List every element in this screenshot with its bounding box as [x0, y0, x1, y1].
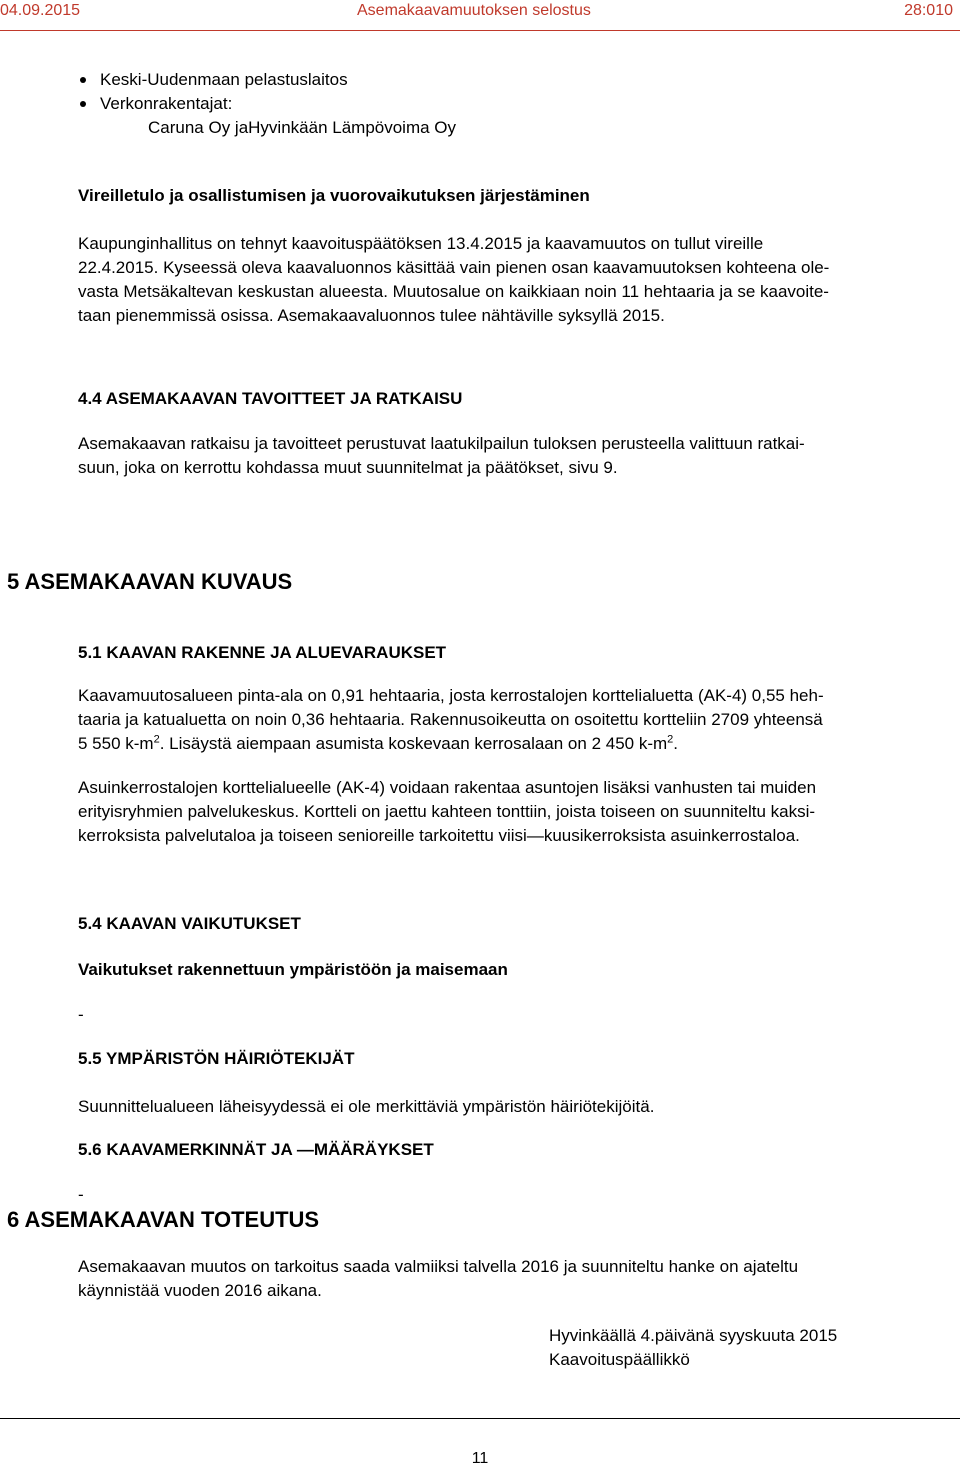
text-line: taaria ja katualuetta on noin 0,36 hehtaaria. Rakennusoikeutta on osoitettu kortteliin 2709 yhteensä [78, 710, 823, 729]
text-line [78, 732, 940, 756]
placeholder-dash: - [78, 1005, 84, 1024]
list-item-continuation: Caruna Oy jaHyvinkään Lämpövoima Oy [148, 118, 457, 137]
text-line: Kaavamuutosalueen pinta-ala on 0,91 hehtaaria, josta kerrostalojen korttelialuetta (AK-4) 0,55 heh- [78, 686, 824, 705]
text-line: Asemakaavan muutos on tarkoitus saada valmiiksi talvella 2016 ja suunniteltu hanke on ajateltu [78, 1257, 799, 1276]
text-line: suun, joka on kerrottu kohdassa muut suunnitelmat ja päätökset, sivu 9. [78, 458, 618, 477]
text-fragment: . Lisäystä aiempaan asumista koskevaan kerrosalaan on 2 450 k-m [159, 734, 668, 753]
section-heading-vireilletulo: Vireilletulo ja osallistumisen ja vuorovaikutuksen järjestäminen [78, 186, 590, 205]
chapter-heading-5: 5 ASEMAKAAVAN KUVAUS [7, 569, 293, 594]
stakeholder-list [78, 68, 940, 116]
section-heading-5-4: 5.4 KAAVAN VAIKUTUKSET [78, 914, 301, 933]
text-line: taan pienemmissä osissa. Asemakaavaluonnos tulee nähtäville syksyllä 2015. [78, 306, 665, 325]
text-line: kerroksista palvelutaloa ja toiseen senioreille tarkoitettu viisi—kuusikerroksista asuinkerrostaloa. [78, 826, 800, 845]
paragraph-5-5: Suunnittelualueen läheisyydessä ei ole merkittäviä ympäristön häiriötekijöitä. [78, 1097, 655, 1116]
section-heading-5-6: 5.6 KAAVAMERKINNÄT JA —MÄÄRÄYKSET [78, 1140, 434, 1159]
text-fragment: 5 550 k-m [78, 734, 154, 753]
header-title: Asemakaavamuutoksen selostus [357, 2, 591, 19]
signature-place-date: Hyvinkäällä 4.päivänä syyskuuta 2015 [549, 1326, 838, 1345]
header-doc-number: 28:010 [904, 2, 953, 19]
paragraph-5-1-block [78, 776, 940, 848]
text-line: käynnistää vuoden 2016 aikana. [78, 1281, 322, 1300]
text-line: Asuinkerrostalojen korttelialueelle (AK-4) voidaan rakentaa asuntojen lisäksi vanhusten tai muiden [78, 778, 817, 797]
signature-title: Kaavoituspäällikkö [549, 1350, 690, 1369]
list-item: Keski-Uudenmaan pelastuslaitos [78, 68, 940, 92]
header-divider [0, 30, 960, 31]
text-line: vasta Metsäkaltevan keskustan alueesta. Muutosalue on kaikkiaan noin 11 hehtaaria ja se kaavoite- [78, 282, 829, 301]
paragraph-vireilletulo [78, 232, 940, 328]
subheading-impacts: Vaikutukset rakennettuun ympäristöön ja maisemaan [78, 960, 508, 979]
text-line: erityisryhmien palvelukeskus. Kortteli on jaettu kahteen tonttiin, joista toiseen on suunniteltu kaksi- [78, 802, 816, 821]
text-line: 22.4.2015. Kyseessä oleva kaavaluonnos käsittää vain pienen osan kaavamuutoksen kohteena ole- [78, 258, 830, 277]
section-heading-5-5: 5.5 YMPÄRISTÖN HÄIRIÖTEKIJÄT [78, 1049, 355, 1068]
page-number: 11 [471, 1450, 489, 1467]
section-heading-4-4: 4.4 ASEMAKAAVAN TAVOITTEET JA RATKAISU [78, 389, 463, 408]
paragraph-5-1-area [78, 684, 940, 756]
superscript: 2 [667, 733, 674, 746]
list-item: Verkonrakentajat: [78, 92, 940, 116]
text-line: Kaupunginhallitus on tehnyt kaavoituspäätöksen 13.4.2015 ja kaavamuutos on tullut vireille [78, 234, 764, 253]
placeholder-dash: - [78, 1185, 84, 1204]
header-date: 04.09.2015 [0, 2, 81, 19]
text-line: Asemakaavan ratkaisu ja tavoitteet perustuvat laatukilpailun tuloksen perusteella valittuun ratkai- [78, 434, 805, 453]
text-fragment: . [673, 734, 679, 753]
section-heading-5-1: 5.1 KAAVAN RAKENNE JA ALUEVARAUKSET [78, 643, 447, 662]
superscript: 2 [153, 733, 160, 746]
footer-divider [0, 1418, 960, 1419]
chapter-heading-6: 6 ASEMAKAAVAN TOTEUTUS [7, 1207, 320, 1232]
paragraph-6 [78, 1255, 940, 1303]
paragraph-4-4 [78, 432, 940, 480]
